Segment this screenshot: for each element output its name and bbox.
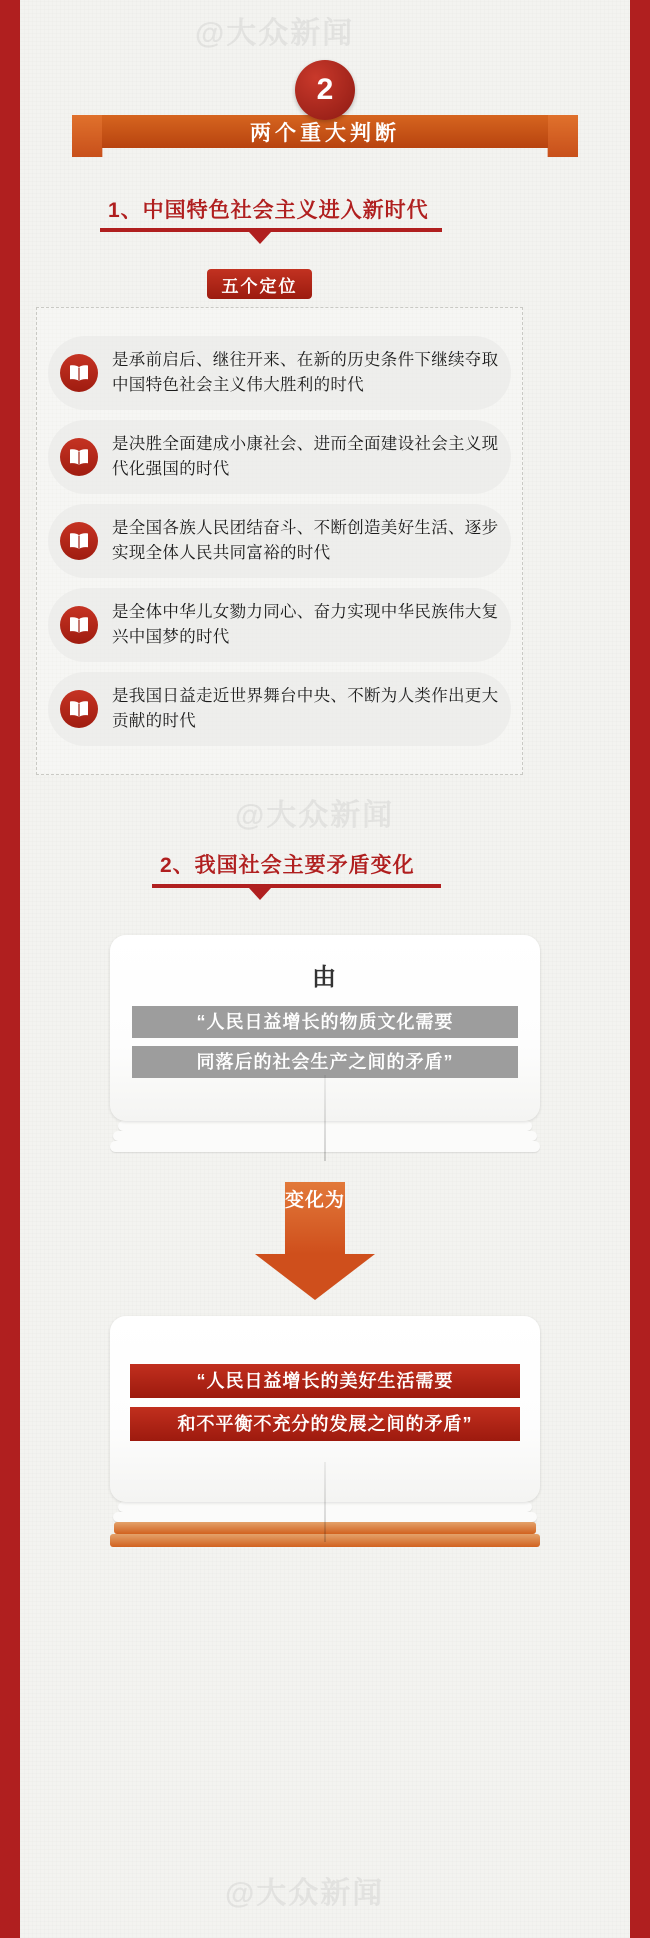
part2-heading: 2、我国社会主要矛盾变化 bbox=[160, 854, 415, 877]
book-icon bbox=[60, 438, 98, 476]
list-item bbox=[48, 588, 511, 662]
list-item bbox=[48, 420, 511, 494]
list-item-text: 是决胜全面建成小康社会、进而全面建设社会主义现代化强国的时代 bbox=[112, 435, 499, 478]
section-title: 两个重大判断 bbox=[102, 115, 548, 148]
list-item bbox=[48, 672, 511, 746]
book-icon bbox=[60, 606, 98, 644]
to-card-line1: “人民日益增长的美好生活需要 bbox=[130, 1364, 520, 1398]
from-card-line2: 同落后的社会生产之间的矛盾” bbox=[132, 1046, 518, 1078]
list-item bbox=[48, 336, 511, 410]
to-card-stack bbox=[110, 1316, 540, 1556]
to-card-line2: 和不平衡不充分的发展之间的矛盾” bbox=[130, 1407, 520, 1441]
part1-heading: 1、中国特色社会主义进入新时代 bbox=[108, 199, 429, 222]
book-icon bbox=[60, 354, 98, 392]
change-arrow bbox=[255, 1182, 375, 1300]
part2-heading-underline bbox=[152, 884, 441, 888]
from-card-line1: “人民日益增长的物质文化需要 bbox=[132, 1006, 518, 1038]
arrow-head bbox=[255, 1254, 375, 1300]
book-icon bbox=[60, 522, 98, 560]
list-item-text: 是承前启后、继往开来、在新的历史条件下继续夺取中国特色社会主义伟大胜利的时代 bbox=[112, 351, 499, 394]
list-item-text: 是全体中华儿女勠力同心、奋力实现中华民族伟大复兴中国梦的时代 bbox=[112, 603, 499, 646]
card-spine bbox=[324, 1462, 326, 1542]
section-number-badge: 2 bbox=[295, 60, 355, 120]
part2-heading-arrow-icon bbox=[249, 888, 271, 900]
card-spine bbox=[324, 1075, 326, 1161]
part1-tag: 五个定位 bbox=[207, 269, 312, 299]
from-card-label: 由 bbox=[312, 964, 338, 991]
arrow-label: 变化为 bbox=[284, 1190, 345, 1211]
from-card-stack bbox=[110, 935, 540, 1165]
list-item-text: 是全国各族人民团结奋斗、不断创造美好生活、逐步实现全体人民共同富裕的时代 bbox=[112, 519, 499, 562]
part1-heading-arrow-icon bbox=[249, 232, 271, 244]
list-item bbox=[48, 504, 511, 578]
part1-heading-underline bbox=[100, 228, 442, 232]
list-item-text: 是我国日益走近世界舞台中央、不断为人类作出更大贡献的时代 bbox=[112, 687, 499, 730]
book-icon bbox=[60, 690, 98, 728]
